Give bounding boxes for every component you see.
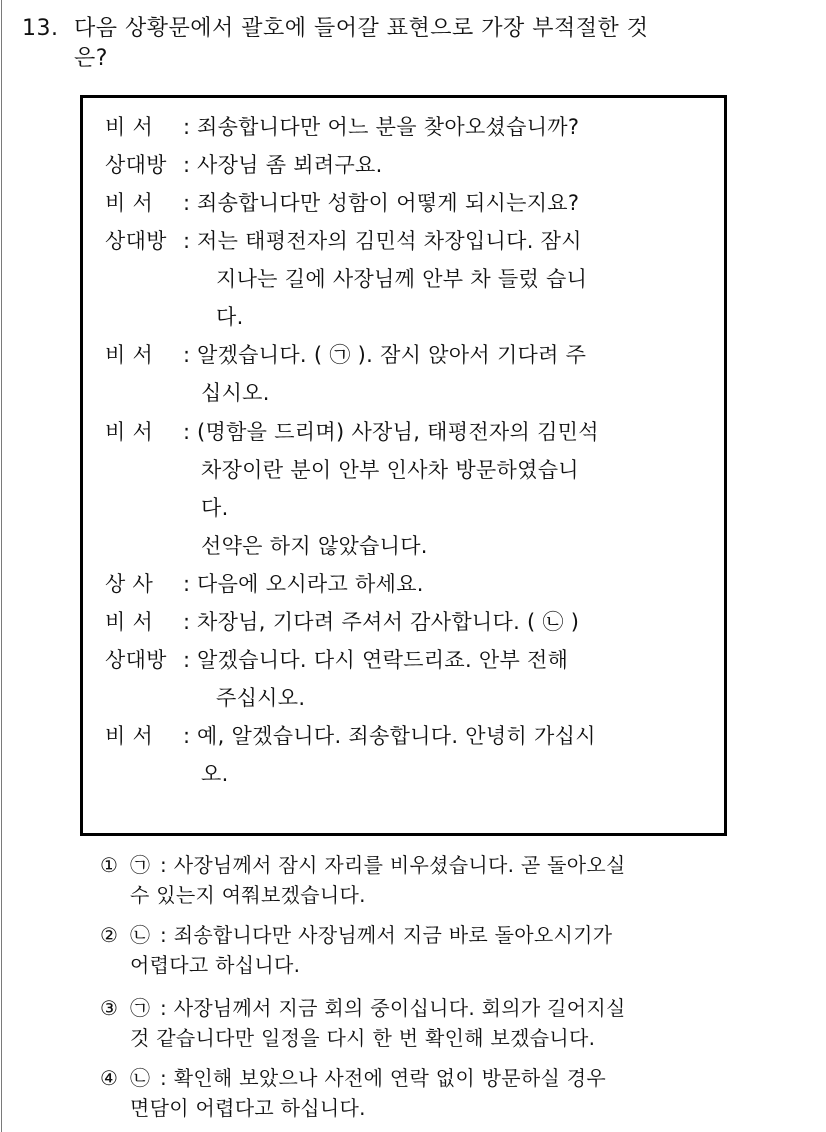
utterance: (명함을 드리며) 사장님, 태평전자의 김민석: [197, 420, 599, 444]
speaker: 비 서: [105, 115, 154, 139]
dialog-line: [105, 644, 568, 674]
utterance-continued: 차장이란 분이 안부 인사차 방문하였습니: [201, 458, 579, 482]
colon: :: [183, 420, 191, 444]
question-number: 13.: [22, 16, 59, 41]
option-text-continued: 것 같습니다만 일정을 다시 한 번 확인해 보겠습니다.: [130, 1026, 596, 1050]
option-text-continued: 어렵다고 하십니다.: [130, 953, 301, 977]
option-text: : 사장님께서 지금 회의 중이십니다. 회의가 길어지실: [160, 996, 626, 1020]
option-marker: ④: [100, 1066, 119, 1090]
utterance-continued: 다.: [201, 496, 229, 520]
option-text-continued: 수 있는지 여쭤보겠습니다.: [130, 883, 366, 907]
option-text: : 사장님께서 잠시 자리를 비우셨습니다. 곧 돌아오실: [160, 853, 626, 877]
option-marker: ①: [100, 853, 119, 877]
blank-label: ㉠: [130, 853, 151, 877]
dialog-box: [80, 95, 727, 836]
utterance-continued: 십시오.: [201, 381, 270, 405]
blank-label: ㉡: [130, 1066, 151, 1090]
dialog-line: [105, 111, 579, 141]
colon: :: [183, 153, 191, 177]
speaker: 비 서: [105, 724, 154, 748]
colon: :: [183, 191, 191, 215]
utterance-continued: 선약은 하지 않았습니다.: [201, 534, 428, 558]
speaker: 비 서: [105, 343, 154, 367]
colon: :: [183, 610, 191, 634]
speaker: 상대방: [105, 229, 167, 253]
dialog-line: [105, 720, 596, 750]
utterance-continued: 지나는 길에 사장님께 안부 차 들렀 습니: [216, 267, 588, 291]
utterance: 예, 알겠습니다. 죄송합니다. 안녕히 가십시: [197, 724, 596, 748]
option-text-continued: 면담이 어렵다고 하십니다.: [130, 1096, 366, 1120]
speaker: 비 서: [105, 191, 154, 215]
dialog-line: [105, 225, 582, 255]
utterance: 죄송합니다만 성함이 어떻게 되시는지요?: [197, 191, 580, 215]
utterance: 저는 태평전자의 김민석 차장입니다. 잠시: [197, 229, 582, 253]
option-text: : 확인해 보았으나 사전에 연락 없이 방문하실 경우: [160, 1066, 607, 1090]
utterance: 알겠습니다. 다시 연락드리죠. 안부 전해: [197, 648, 569, 672]
speaker: 상대방: [105, 153, 167, 177]
utterance: 다음에 오시라고 하세요.: [197, 572, 424, 596]
speaker: 비 서: [105, 610, 154, 634]
colon: :: [183, 724, 191, 748]
question-text-1: 다음 상황문에서 괄호에 들어갈 표현으로 가장 부적절한 것: [74, 16, 649, 41]
option-3[interactable]: [100, 993, 626, 1053]
dialog-line: [105, 187, 579, 217]
colon: :: [183, 343, 191, 367]
dialog-line: [105, 149, 383, 179]
option-marker: ③: [100, 996, 119, 1020]
speaker: 비 서: [105, 420, 154, 444]
option-text: : 죄송합니다만 사장님께서 지금 바로 돌아오시기가: [160, 923, 613, 947]
option-4[interactable]: [100, 1063, 606, 1123]
dialog-line: [105, 416, 599, 446]
blank-label: ㉠: [130, 996, 151, 1020]
page-left-border: [1, 0, 2, 1132]
utterance: 사장님 좀 뵈려구요.: [197, 153, 383, 177]
option-1[interactable]: [100, 850, 626, 910]
utterance-continued: 주십시오.: [216, 686, 306, 710]
blank-label: ㉡: [130, 923, 151, 947]
colon: :: [183, 115, 191, 139]
question-text-2: 은?: [74, 46, 108, 71]
dialog-line: [105, 568, 424, 598]
speaker: 상대방: [105, 648, 167, 672]
question-line-1: [22, 14, 792, 44]
colon: :: [183, 572, 191, 596]
utterance: 알겠습니다. ( ㉠ ). 잠시 앉아서 기다려 주: [197, 343, 587, 367]
option-marker: ②: [100, 923, 119, 947]
utterance-continued: 다.: [216, 305, 244, 329]
utterance: 차장님, 기다려 주셔서 감사합니다. ( ㉡ ): [197, 610, 580, 634]
colon: :: [183, 229, 191, 253]
question: [22, 14, 792, 74]
dialog-line: [105, 606, 579, 636]
dialog-line: [105, 339, 586, 369]
utterance: 죄송합니다만 어느 분을 찾아오셨습니까?: [197, 115, 580, 139]
utterance-continued: 오.: [201, 762, 229, 786]
colon: :: [183, 648, 191, 672]
option-2[interactable]: [100, 920, 612, 980]
speaker: 상 사: [105, 572, 154, 596]
